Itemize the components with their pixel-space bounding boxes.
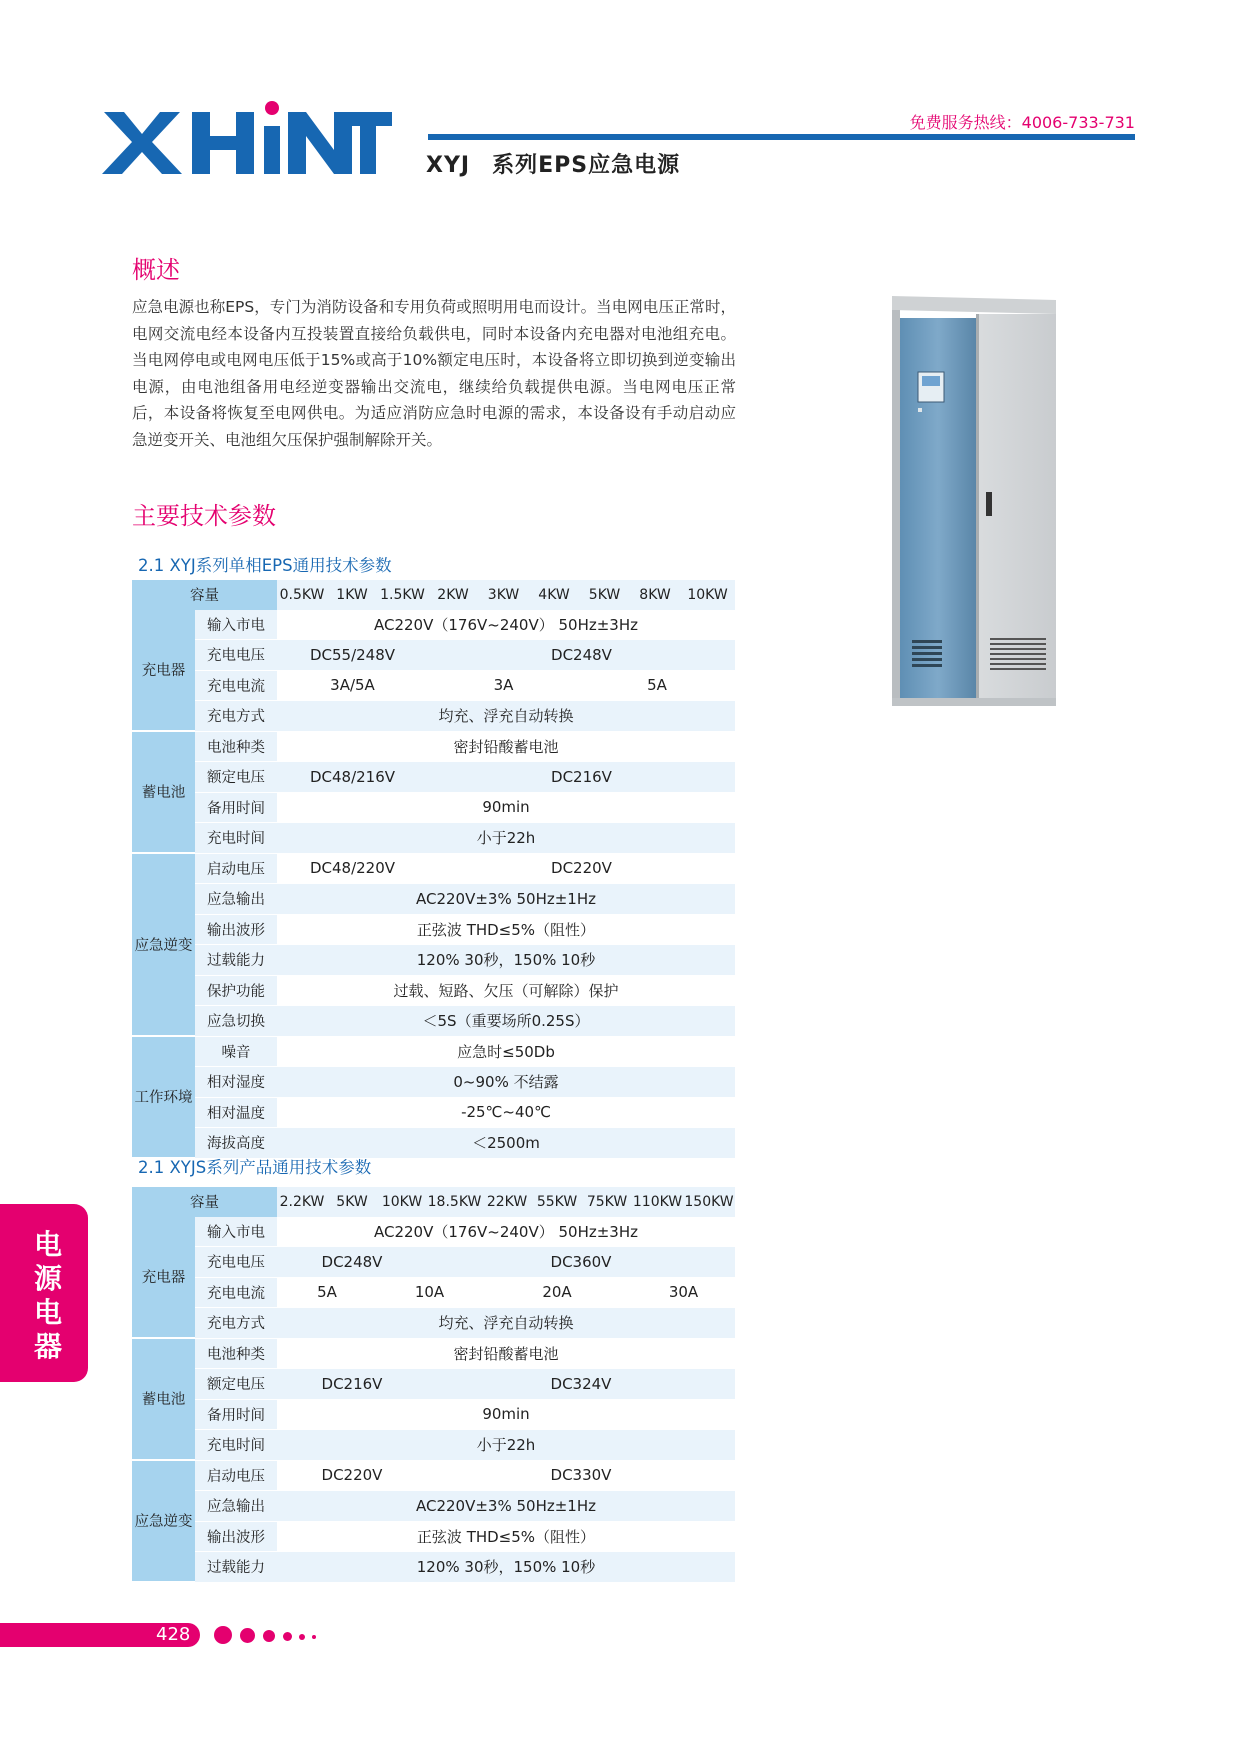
group-label: 蓄电池 — [132, 1339, 195, 1461]
row-label: 输出波形 — [195, 915, 277, 946]
row-value: DC324V — [427, 1369, 735, 1400]
capacity-cell: 8KW — [630, 580, 680, 610]
capacity-cell: 2KW — [428, 580, 478, 610]
table-row — [132, 1552, 735, 1583]
table-row — [132, 1308, 735, 1339]
table-row — [132, 976, 735, 1007]
group-label: 充电器 — [132, 610, 195, 732]
row-value: 0~90% 不结露 — [277, 1067, 735, 1098]
capacity-cell: 150KW — [683, 1187, 735, 1217]
row-label: 电池种类 — [195, 732, 277, 763]
row-value: DC330V — [427, 1461, 735, 1492]
xyj-spec-table — [132, 580, 735, 1159]
row-value: 小于22h — [277, 823, 735, 854]
row-label: 充电方式 — [195, 1308, 277, 1339]
row-label: 充电电流 — [195, 1278, 277, 1309]
row-label: 备用时间 — [195, 1400, 277, 1431]
table-row — [132, 793, 735, 824]
capacity-cell: 10KW — [377, 1187, 427, 1217]
capacity-cell: 0.5KW — [277, 580, 327, 610]
overview-heading: 概述 — [132, 256, 180, 284]
row-label: 充电时间 — [195, 1430, 277, 1461]
row-value: AC220V±3% 50Hz±1Hz — [277, 884, 735, 915]
row-label: 备用时间 — [195, 793, 277, 824]
table-row — [132, 1430, 735, 1461]
row-value: DC248V — [428, 640, 735, 671]
capacity-cell: 55KW — [532, 1187, 582, 1217]
capacity-cell: 18.5KW — [427, 1187, 482, 1217]
capacity-cell: 10KW — [680, 580, 735, 610]
row-value: 均充、浮充自动转换 — [277, 701, 735, 732]
table-row — [132, 854, 735, 885]
group-label: 蓄电池 — [132, 732, 195, 854]
table-row — [132, 884, 735, 915]
row-label: 应急输出 — [195, 884, 277, 915]
group-label: 工作环境 — [132, 1037, 195, 1159]
table-row — [132, 1247, 735, 1278]
table-header-row — [132, 1187, 735, 1217]
capacity-header: 容量 — [132, 580, 277, 610]
capacity-cell: 5KW — [579, 580, 630, 610]
table-row — [132, 945, 735, 976]
row-value: AC220V（176V~240V） 50Hz±3Hz — [277, 1217, 735, 1248]
row-value: 密封铅酸蓄电池 — [277, 732, 735, 763]
row-label: 电池种类 — [195, 1339, 277, 1370]
row-value: DC55/248V — [277, 640, 428, 671]
table-row — [132, 1400, 735, 1431]
row-value: DC48/220V — [277, 854, 428, 885]
page-number: 428 — [156, 1624, 191, 1645]
row-label: 输出波形 — [195, 1522, 277, 1553]
row-value: 10A — [377, 1278, 482, 1309]
row-value: DC248V — [277, 1247, 427, 1278]
table-row — [132, 1522, 735, 1553]
table-row — [132, 1217, 735, 1248]
capacity-cell: 1.5KW — [377, 580, 428, 610]
table-row — [132, 1278, 735, 1309]
row-value: DC216V — [428, 762, 735, 793]
table-row — [132, 1006, 735, 1037]
row-label: 启动电压 — [195, 1461, 277, 1492]
category-side-tab-label: 电源电器 — [33, 1228, 62, 1363]
table-row — [132, 610, 735, 641]
capacity-header: 容量 — [132, 1187, 277, 1217]
capacity-cell: 3KW — [478, 580, 529, 610]
title-text: 系列EPS应急电源 — [492, 153, 681, 178]
row-label: 噪音 — [195, 1037, 277, 1068]
table-row — [132, 671, 735, 702]
overview-paragraph: 应急电源也称EPS，专门为消防设备和专用负荷或照明用电而设计。当电网电压正常时，电网交流电经本设备内互投装置直接给负载供电，同时本设备内充电器对电池组充电。当电网停电或电网电压低于15%或高于10%额定电压时，本设备将立即切换到逆变输出电源，由电池组备用电经逆变器输出交流电，继续给负载提供电源。当电网电压正常后，本设备将恢复至电网供电。为适应消防应急时电源的需求，本设备设有手动启动应急逆变开关、电池组欠压保护强制解除开关。 — [132, 298, 736, 449]
footer-dot — [283, 1632, 292, 1641]
header-divider — [428, 134, 1135, 140]
table-row — [132, 1339, 735, 1370]
row-label: 应急切换 — [195, 1006, 277, 1037]
table-row — [132, 732, 735, 763]
footer-dot — [299, 1634, 305, 1640]
row-label: 海拔高度 — [195, 1128, 277, 1159]
row-label: 过载能力 — [195, 945, 277, 976]
row-label: 相对湿度 — [195, 1067, 277, 1098]
row-value: AC220V（176V~240V） 50Hz±3Hz — [277, 610, 735, 641]
row-value: 密封铅酸蓄电池 — [277, 1339, 735, 1370]
row-label: 应急输出 — [195, 1491, 277, 1522]
table-row — [132, 915, 735, 946]
brand-logo — [102, 100, 392, 180]
xyjs-spec-table — [132, 1187, 735, 1583]
row-value: 应急时≤50Db — [277, 1037, 735, 1068]
capacity-cell: 4KW — [529, 580, 579, 610]
row-value: 120% 30秒，150% 10秒 — [277, 945, 735, 976]
capacity-cell: 5KW — [327, 1187, 377, 1217]
group-label: 充电器 — [132, 1217, 195, 1339]
row-value: DC220V — [428, 854, 735, 885]
row-value: 3A/5A — [277, 671, 428, 702]
capacity-cell: 1KW — [327, 580, 377, 610]
table-row — [132, 1098, 735, 1129]
row-label: 充电方式 — [195, 701, 277, 732]
row-value: 30A — [632, 1278, 735, 1309]
row-value: ＜2500m — [277, 1128, 735, 1159]
main-params-heading: 主要技术参数 — [132, 502, 276, 530]
row-value: ＜5S（重要场所0.25S） — [277, 1006, 735, 1037]
capacity-cell: 110KW — [632, 1187, 683, 1217]
row-label: 额定电压 — [195, 762, 277, 793]
row-value: 5A — [277, 1278, 377, 1309]
service-hotline: 免费服务热线：4006-733-731 — [909, 113, 1135, 132]
row-label: 输入市电 — [195, 1217, 277, 1248]
footer-dot — [240, 1628, 255, 1643]
series-code: XYJ — [426, 153, 471, 178]
table-row — [132, 1037, 735, 1068]
row-value: 小于22h — [277, 1430, 735, 1461]
footer-dot — [263, 1630, 275, 1642]
footer-dot — [312, 1635, 316, 1639]
row-label: 充电时间 — [195, 823, 277, 854]
capacity-cell: 22KW — [482, 1187, 532, 1217]
row-label: 充电电压 — [195, 640, 277, 671]
row-value: 3A — [428, 671, 579, 702]
row-value: 均充、浮充自动转换 — [277, 1308, 735, 1339]
eps-cabinet-image — [880, 292, 1060, 710]
row-value: -25℃~40℃ — [277, 1098, 735, 1129]
row-value: 过载、短路、欠压（可解除）保护 — [277, 976, 735, 1007]
row-label: 保护功能 — [195, 976, 277, 1007]
row-value: 20A — [482, 1278, 632, 1309]
row-value: 5A — [579, 671, 735, 702]
row-value: 120% 30秒，150% 10秒 — [277, 1552, 735, 1583]
row-label: 过载能力 — [195, 1552, 277, 1583]
capacity-cell: 2.2KW — [277, 1187, 327, 1217]
row-label: 启动电压 — [195, 854, 277, 885]
row-value: 90min — [277, 1400, 735, 1431]
row-label: 额定电压 — [195, 1369, 277, 1400]
group-label: 应急逆变 — [132, 854, 195, 1037]
row-value: DC216V — [277, 1369, 427, 1400]
table1-title: 2.1 XYJ系列单相EPS通用技术参数 — [138, 556, 392, 575]
table-row — [132, 762, 735, 793]
row-label: 充电电压 — [195, 1247, 277, 1278]
footer-dot — [214, 1626, 232, 1644]
row-label: 相对温度 — [195, 1098, 277, 1129]
table-row — [132, 1067, 735, 1098]
table-row — [132, 1491, 735, 1522]
table-row — [132, 1461, 735, 1492]
row-value: 正弦波 THD≤5%（阻性） — [277, 1522, 735, 1553]
row-value: 正弦波 THD≤5%（阻性） — [277, 915, 735, 946]
row-value: AC220V±3% 50Hz±1Hz — [277, 1491, 735, 1522]
row-value: DC360V — [427, 1247, 735, 1278]
table-row — [132, 640, 735, 671]
group-label: 应急逆变 — [132, 1461, 195, 1583]
table-row — [132, 823, 735, 854]
table-row — [132, 1369, 735, 1400]
capacity-cell: 75KW — [582, 1187, 632, 1217]
row-value: DC220V — [277, 1461, 427, 1492]
table-header-row — [132, 580, 735, 610]
row-label: 充电电流 — [195, 671, 277, 702]
row-value: 90min — [277, 793, 735, 824]
row-label: 输入市电 — [195, 610, 277, 641]
table-row — [132, 701, 735, 732]
row-value: DC48/216V — [277, 762, 428, 793]
document-title — [426, 148, 680, 179]
table2-title: 2.1 XYJS系列产品通用技术参数 — [138, 1158, 372, 1177]
